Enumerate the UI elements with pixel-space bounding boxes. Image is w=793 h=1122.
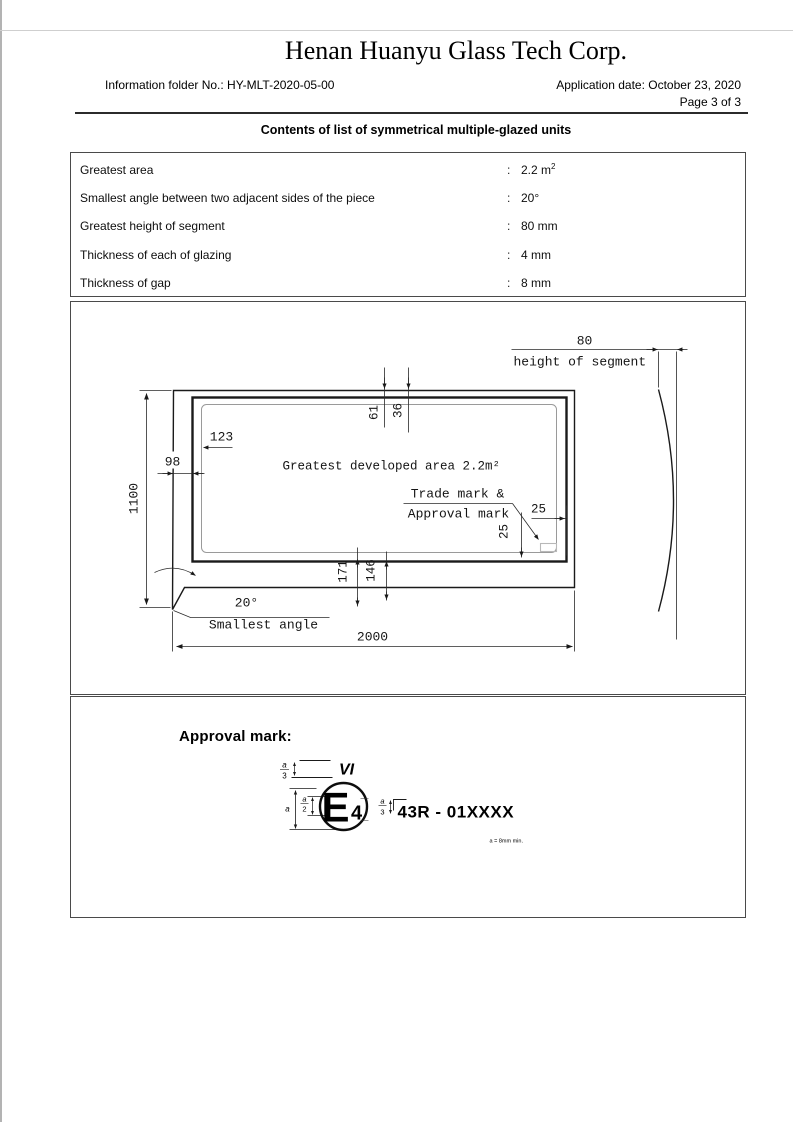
smallest-angle-callout <box>155 568 330 632</box>
drawing-panel <box>70 301 746 695</box>
spec-label: Greatest height of segment <box>80 219 225 234</box>
dim-height-of-segment <box>512 334 688 640</box>
spec-label: Smallest angle between two adjacent sides of the piece <box>80 191 375 206</box>
info-folder-number: Information folder No.: HY-MLT-2020-05-00 <box>105 78 335 92</box>
page-number: Page 3 of 3 <box>679 95 741 109</box>
dim-146-label: 146 <box>364 559 379 582</box>
dim-80-label: 80 <box>576 333 593 349</box>
glazing-class-label: VI <box>338 761 355 779</box>
approval-panel <box>70 696 746 918</box>
frac-top-num: a <box>282 760 287 770</box>
dim-171-label: 171 <box>336 560 351 583</box>
dim-171-146 <box>337 548 387 607</box>
dim-a3-top <box>280 761 333 781</box>
spec-label: Thickness of gap <box>80 275 171 290</box>
dim-a-label: a <box>285 804 290 814</box>
approval-note: a = 8mm min. <box>489 838 523 845</box>
spec-value: 8 mm <box>521 275 551 290</box>
dim-25v-label: 25 <box>497 523 512 540</box>
spec-colon: : <box>507 219 511 234</box>
company-title: Henan Huanyu Glass Tech Corp. <box>284 36 628 65</box>
frac-mid-num: a <box>302 794 307 804</box>
frac-right-num: a <box>380 796 385 806</box>
dim-98-label: 98 <box>164 454 181 470</box>
dim-61-36 <box>368 368 409 433</box>
dim-61-label: 61 <box>367 404 382 421</box>
page-top-edge-line <box>0 30 793 31</box>
trademark-line1: Trade mark & <box>410 486 505 502</box>
smallest-angle-label: Smallest angle <box>208 617 319 633</box>
spec-value: 20° <box>521 191 540 206</box>
spec-label: Greatest area <box>80 163 154 178</box>
dim-2000-label: 2000 <box>356 629 389 645</box>
application-date: Application date: October 23, 2020 <box>556 78 741 92</box>
trademark-callout <box>404 487 557 552</box>
curved-pane-arc <box>659 390 674 612</box>
dim-1100-label: 1100 <box>126 482 142 515</box>
spec-row <box>71 212 745 240</box>
spec-value-sup: 2 <box>551 162 556 172</box>
approval-number: 43R - 01XXXX <box>397 802 515 822</box>
spec-row <box>71 184 745 212</box>
section-title: Contents of list of symmetrical multiple-glazed units <box>260 123 572 137</box>
dim-123-label: 123 <box>209 429 234 445</box>
e-mark-letter: E <box>321 783 350 831</box>
trademark-line2: Approval mark <box>407 506 510 522</box>
spec-colon: : <box>507 191 511 206</box>
header-rule <box>75 112 748 114</box>
spec-value: 4 mm <box>521 247 551 262</box>
frac-right-den: 3 <box>380 807 385 817</box>
spec-label: Thickness of each of glazing <box>80 247 232 262</box>
angle-value-label: 20° <box>234 595 259 611</box>
frac-top-den: 3 <box>282 771 287 781</box>
spec-row <box>71 241 745 269</box>
spec-table <box>70 152 746 297</box>
dim-36-label: 36 <box>391 402 406 419</box>
page-left-edge-line <box>0 0 2 1122</box>
dim-25-horizontal <box>531 503 567 556</box>
spec-colon: : <box>507 247 511 262</box>
developed-area-label: Greatest developed area 2.2m² <box>282 459 501 474</box>
mark-position-rect <box>541 544 557 552</box>
spec-colon: : <box>507 163 511 178</box>
height-of-segment-label: height of segment <box>513 354 647 370</box>
e-mark-number: 4 <box>350 802 363 825</box>
frac-mid-den: 2 <box>302 804 307 814</box>
dim-98 <box>158 452 205 474</box>
header-info-row <box>105 78 741 92</box>
spec-value: 2.2 $m^2$ <box>521 162 556 178</box>
technical-drawing-svg <box>71 302 744 693</box>
spec-value: 80 mm <box>521 219 558 234</box>
spec-colon: : <box>507 275 511 290</box>
spec-row <box>71 156 745 184</box>
dim-123 <box>204 430 234 448</box>
approval-mark-svg <box>71 697 744 916</box>
dim-1100 <box>127 391 172 608</box>
dim-25h-label: 25 <box>530 502 547 517</box>
spec-row <box>71 269 745 297</box>
approval-heading: Approval mark: <box>179 728 292 745</box>
